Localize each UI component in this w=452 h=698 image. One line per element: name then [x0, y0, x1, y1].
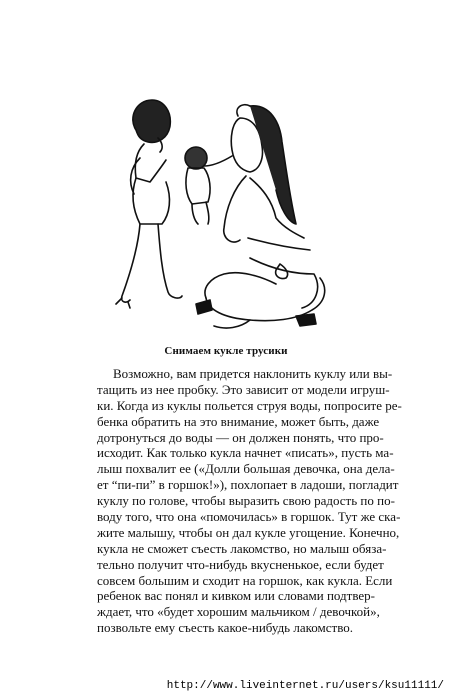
text-line: лыш похвалит ее («Долли большая девочка, она дела- [97, 461, 395, 477]
text-line: совсем большим и сходит на горшок, как кукла. Если [97, 572, 393, 588]
child-figure [116, 100, 182, 308]
text-line: тельно получит что-нибудь вкусненькое, если будет [97, 556, 384, 572]
text-line: ребенок вас понял и кивком или словами подтвер- [97, 588, 376, 604]
body-paragraph [97, 366, 402, 636]
text-line: бенка обратить на это внимание, может быть, даже [97, 413, 380, 429]
text-line: куклу по голове, чтобы выразить свою радость по по- [97, 493, 395, 509]
text-line: ет “пи-пи” в горшок!»), похлопает в ладоши, погладит [97, 477, 399, 493]
doll-figure [185, 147, 210, 224]
text-line: ждает, что «будет хорошим мальчиком / девочкой», [97, 604, 380, 620]
figure-caption: Снимаем кукле трусики [164, 345, 288, 357]
text-line: Возможно, вам придется наклонить куклу или вы- [113, 366, 393, 381]
text-line: тащить из нее пробку. Это зависит от модели игруш- [97, 381, 390, 397]
text-line: исходит. Как только кукла начнет «писать», пусть ма- [97, 445, 394, 461]
mother-child-doll-illustration [100, 78, 332, 346]
text-line: ки. Когда из куклы польется струя воды, попросите ре- [97, 397, 402, 413]
text-line: дотронуться до воды — он должен понять, что про- [97, 429, 384, 445]
watermark-url: http://www.liveinternet.ru/users/ksu11111/ [166, 680, 444, 692]
woman-figure [196, 105, 325, 328]
text-line: позвольте ему съесть какое-нибудь лакомство. [97, 620, 354, 636]
text-line: кукла не сможет съесть лакомство, но малыш обяза- [97, 540, 387, 556]
text-line: воду того, что она «помочилась» в горшок. Тут же ска- [97, 509, 401, 525]
text-line: жите малышу, чтобы он дал кукле угощение. Конечно, [97, 524, 400, 540]
